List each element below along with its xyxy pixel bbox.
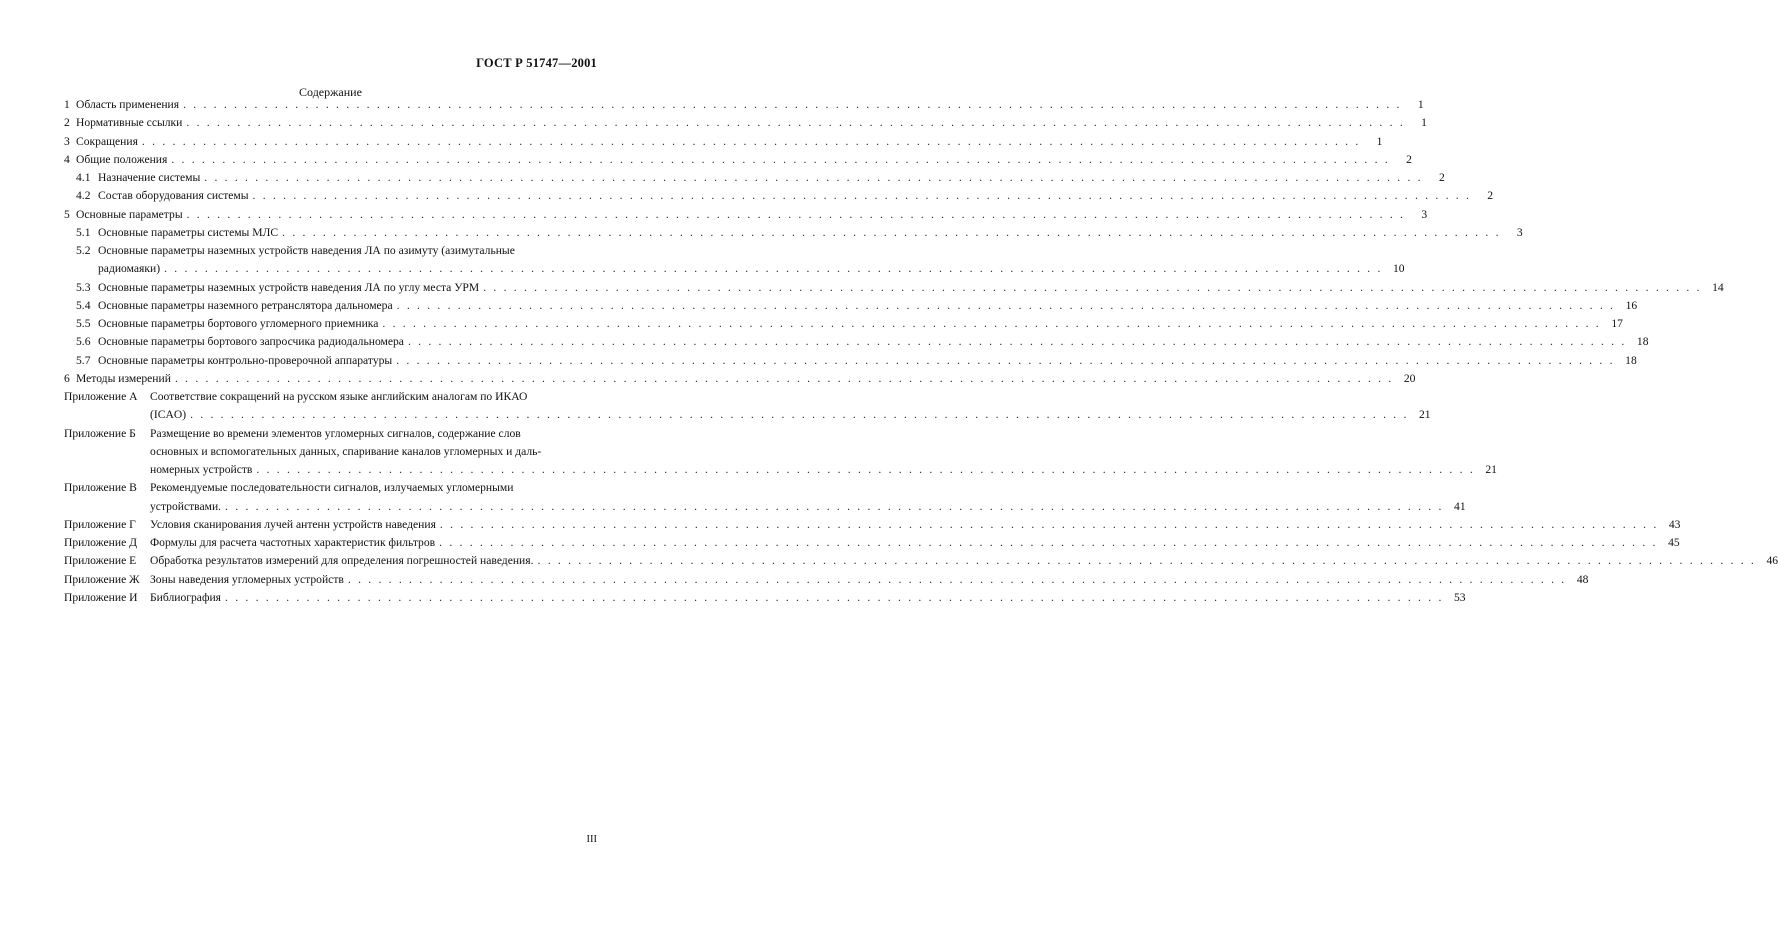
toc-number: 1	[64, 98, 70, 111]
toc-leader-dots: . . . . . . . . . . . . . . . . . . . . . . . . . . . . . . . . . . . . . . . . . . . . . . . . . . . . . . . . . . . . . . . . . . . . . . . . . . . . . . . . . . . . . . . . . . . . . . . . . . . . . . . . . . . . . . . . . . . . . . . .	[186, 116, 1405, 130]
toc-number: Приложение Г	[64, 517, 136, 531]
toc-label: Формулы для расчета частотных характеристик фильтров	[150, 536, 436, 549]
toc-page-number: 18	[1636, 335, 1649, 349]
toc-page-number: 1	[1376, 134, 1383, 148]
toc-page-number: 53	[1453, 590, 1466, 604]
toc-number: 5.5	[76, 317, 91, 330]
toc-entry[interactable]	[64, 554, 1778, 572]
toc-entry[interactable]	[64, 317, 1623, 335]
toc-label: основных и вспомогательных данных, спаривание каналов угломерных и даль-	[150, 444, 542, 458]
toc-page-number: 46	[1766, 554, 1778, 568]
toc-label: (ICAO)	[150, 408, 187, 422]
toc-leader-dots: . . . . . . . . . . . . . . . . . . . . . . . . . . . . . . . . . . . . . . . . . . . . . . . . . . . . . . . . . . . . . . . . . . . . . . . . . . . . . . . . . . . . . . . . . . . . . . . . . . . . . . . . . . . . . . . . . . . . . . . .	[347, 572, 1567, 586]
toc-entry[interactable]	[64, 171, 1445, 189]
toc-number: Приложение А	[64, 390, 138, 403]
toc-entry[interactable]	[64, 298, 1638, 317]
toc-label: Основные параметры наземных устройств наведения ЛА по азимуту (азимутальные	[98, 244, 515, 257]
toc-label: Библиография	[150, 590, 222, 604]
toc-entry[interactable]	[64, 517, 1681, 536]
toc-page-number: 48	[1576, 572, 1589, 586]
toc-number: Приложение В	[64, 481, 137, 495]
toc-number: Приложение И	[64, 590, 138, 604]
toc-number: 5.2	[76, 244, 91, 257]
toc-label: Основные параметры наземного ретранслятора дальномера	[98, 298, 393, 312]
toc-entry[interactable]	[64, 225, 1523, 244]
toc-entry[interactable]	[64, 335, 1649, 353]
toc-page-number: 43	[1668, 517, 1681, 531]
toc-entry[interactable]	[64, 116, 1427, 134]
toc-page-number: 21	[1419, 408, 1431, 422]
toc-page-number: 14	[1712, 280, 1724, 294]
toc-page-number: 10	[1393, 262, 1405, 276]
toc-leader-dots: . . . . . . . . . . . . . . . . . . . . . . . . . . . . . . . . . . . . . . . . . . . . . . . . . . . . . . . . . . . . . . . . . . . . . . . . . . . . . . . . . . . . . . . . . . . . . . . . . . . . . . . . . . . . . . . . . . . . . . . .	[483, 280, 1702, 294]
toc-leader-dots: . . . . . . . . . . . . . . . . . . . . . . . . . . . . . . . . . . . . . . . . . . . . . . . . . . . . . . . . . . . . . . . . . . . . . . . . . . . . . . . . . . . . . . . . . . . . . . . . . . . . . . . . . . . . . . . . . . . . . . . .	[204, 171, 1423, 184]
toc-entry[interactable]	[64, 390, 1431, 427]
toc-leader-dots: . . . . . . . . . . . . . . . . . . . . . . . . . . . . . . . . . . . . . . . . . . . . . . . . . . . . . . . . . . . . . . . . . . . . . . . . . . . . . . . . . . . . . . . . . . . . . . . . . . . . . . . . . . . . . . . . . . . . . . . .	[252, 189, 1472, 203]
toc-number: 3	[64, 134, 70, 148]
page-title: Содержание	[299, 85, 362, 99]
toc-label: Основные параметры контрольно-проверочной аппаратуры	[98, 353, 393, 367]
toc-number: 2	[64, 116, 70, 130]
toc-number: 4.2	[76, 189, 91, 203]
toc-number: 4.1	[76, 171, 91, 184]
toc-entry[interactable]	[64, 481, 1466, 518]
toc-number: 5.3	[76, 280, 91, 294]
toc-entry[interactable]	[64, 280, 1724, 299]
toc-leader-dots: . . . . . . . . . . . . . . . . . . . . . . . . . . . . . . . . . . . . . . . . . . . . . . . . . . . . . . . . . . . . . . . . . . . . . . . . . . . . . . . . . . . . . . . . . . . . . . . . . . . . . . . . . . . . . . . . . . . . . . . .	[190, 408, 1409, 422]
toc-entry[interactable]	[64, 207, 1428, 226]
toc-leader-dots: . . . . . . . . . . . . . . . . . . . . . . . . . . . . . . . . . . . . . . . . . . . . . . . . . . . . . . . . . . . . . . . . . . . . . . . . . . . . . . . . . . . . . . . . . . . . . . . . . . . . . . . . . . . . . . . . . . . . . . . .	[183, 98, 1402, 111]
toc-leader-dots: . . . . . . . . . . . . . . . . . . . . . . . . . . . . . . . . . . . . . . . . . . . . . . . . . . . . . . . . . . . . . . . . . . . . . . . . . . . . . . . . . . . . . . . . . . . . . . . . . . . . . . . . . . . . . . . . . . . . . . . .	[282, 225, 1501, 239]
toc-page-number: 45	[1668, 536, 1680, 549]
toc-label: Основные параметры бортового угломерного приемника	[98, 317, 379, 330]
toc-label: Нормативные ссылки	[76, 116, 183, 130]
toc-label: Основные параметры системы МЛС	[98, 225, 279, 239]
toc-leader-dots: . . . . . . . . . . . . . . . . . . . . . . . . . . . . . . . . . . . . . . . . . . . . . . . . . . . . . . . . . . . . . . . . . . . . . . . . . . . . . . . . . . . . . . . . . . . . . . . . . . . . . . . . . . . . . . . . . . . . . . . .	[439, 517, 1659, 531]
toc-entry[interactable]	[64, 134, 1383, 153]
toc-label: Обработка результатов измерений для определения погрешностей наведения.	[150, 554, 534, 568]
toc-number: 5.1	[76, 225, 91, 239]
toc-leader-dots: . . . . . . . . . . . . . . . . . . . . . . . . . . . . . . . . . . . . . . . . . . . . . . . . . . . . . . . . . . . . . . . . . . . . . . . . . . . . . . . . . . . . . . . . . . . . . . . . . . . . . . . . . . . . . . . . . . . . . . . .	[174, 371, 1394, 385]
toc-number: Приложение Ж	[64, 572, 140, 586]
toc-label: устройствами.	[150, 499, 222, 513]
toc-label: Основные параметры	[76, 207, 183, 221]
toc-label: Состав оборудования системы	[98, 189, 249, 203]
toc-entry[interactable]	[64, 353, 1637, 372]
toc-entry[interactable]	[64, 244, 1405, 281]
toc-entry[interactable]	[64, 371, 1416, 390]
toc-number: 4	[64, 152, 70, 166]
toc-leader-dots: . . . . . . . . . . . . . . . . . . . . . . . . . . . . . . . . . . . . . . . . . . . . . . . . . . . . . . . . . . . . . . . . . . . . . . . . . . . . . . . . . . . . . . . . . . . . . . . . . . . . . . . . . . . . . . . . . . . . . . . .	[141, 134, 1361, 148]
toc-leader-dots: . . . . . . . . . . . . . . . . . . . . . . . . . . . . . . . . . . . . . . . . . . . . . . . . . . . . . . . . . . . . . . . . . . . . . . . . . . . . . . . . . . . . . . . . . . . . . . . . . . . . . . . . . . . . . . . . . . . . . . . .	[225, 590, 1444, 604]
toc-entry[interactable]	[64, 152, 1412, 171]
toc-leader-dots: . . . . . . . . . . . . . . . . . . . . . . . . . . . . . . . . . . . . . . . . . . . . . . . . . . . . . . . . . . . . . . . . . . . . . . . . . . . . . . . . . . . . . . . . . . . . . . . . . . . . . . . . . . . . . . . . . . . . . . . .	[537, 554, 1757, 568]
toc-number: 5.4	[76, 298, 91, 312]
toc-label: Область применения	[76, 98, 180, 111]
toc-entry[interactable]	[64, 536, 1680, 554]
toc-page-number: 2	[1487, 189, 1494, 203]
toc-label: Назначение системы	[98, 171, 201, 184]
toc-label: Основные параметры бортового запросчика радиодальномера	[98, 335, 404, 349]
toc-leader-dots: . . . . . . . . . . . . . . . . . . . . . . . . . . . . . . . . . . . . . . . . . . . . . . . . . . . . . . . . . . . . . . . . . . . . . . . . . . . . . . . . . . . . . . . . . . . . . . . . . . . . . . . . . . . . . . . . . . . . . . . .	[382, 317, 1601, 330]
toc-label: Зоны наведения угломерных устройств	[150, 572, 344, 586]
toc-number: 5	[64, 207, 70, 221]
toc-leader-dots: . . . . . . . . . . . . . . . . . . . . . . . . . . . . . . . . . . . . . . . . . . . . . . . . . . . . . . . . . . . . . . . . . . . . . . . . . . . . . . . . . . . . . . . . . . . . . . . . . . . . . . . . . . . . . . . . . . . . . . . .	[186, 207, 1406, 221]
toc-entry[interactable]	[64, 189, 1494, 207]
page-number: III	[586, 834, 597, 845]
toc-label: Размещение во времени элементов угломерных сигналов, содержание слов	[150, 426, 521, 440]
toc-leader-dots: . . . . . . . . . . . . . . . . . . . . . . . . . . . . . . . . . . . . . . . . . . . . . . . . . . . . . . . . . . . . . . . . . . . . . . . . . . . . . . . . . . . . . . . . . . . . . . . . . . . . . . . . . . . . . . . . . . . . . . . .	[439, 536, 1658, 549]
toc-number: Приложение Д	[64, 536, 138, 549]
toc-leader-dots: . . . . . . . . . . . . . . . . . . . . . . . . . . . . . . . . . . . . . . . . . . . . . . . . . . . . . . . . . . . . . . . . . . . . . . . . . . . . . . . . . . . . . . . . . . . . . . . . . . . . . . . . . . . . . . . . . . . . . . . .	[164, 262, 1383, 276]
toc-label: Соответствие сокращений на русском языке английским аналогам по ИКАО	[150, 390, 528, 403]
toc-entry[interactable]	[64, 590, 1466, 609]
toc-label: Условия сканирования лучей антенн устройств наведения	[150, 517, 436, 531]
toc-page-number: 3	[1421, 207, 1428, 221]
toc-number: 5.6	[76, 335, 91, 349]
toc-leader-dots: . . . . . . . . . . . . . . . . . . . . . . . . . . . . . . . . . . . . . . . . . . . . . . . . . . . . . . . . . . . . . . . . . . . . . . . . . . . . . . . . . . . . . . . . . . . . . . . . . . . . . . . . . . . . . . . . . . . . . . . .	[396, 353, 1615, 367]
table-of-contents	[64, 98, 1778, 609]
toc-entry[interactable]	[64, 98, 1424, 116]
toc-page-number: 1	[1417, 98, 1424, 111]
toc-label: Рекомендуемые последовательности сигналов, излучаемых угломерными	[150, 481, 514, 495]
toc-label: Методы измерений	[76, 371, 171, 385]
toc-page-number: 2	[1406, 152, 1412, 166]
toc-label: Общие положения	[76, 152, 168, 166]
toc-page-number: 3	[1516, 225, 1523, 239]
toc-page-number: 1	[1421, 116, 1427, 130]
toc-page-number: 2	[1438, 171, 1445, 184]
toc-page-number: 21	[1485, 463, 1497, 476]
document-code: ГОСТ Р 51747—2001	[476, 56, 597, 70]
toc-number: 5.7	[76, 353, 91, 367]
toc-label: номерных устройств	[150, 463, 253, 476]
toc-page-number: 18	[1625, 353, 1637, 367]
toc-label: радиомаяки)	[98, 262, 161, 276]
toc-page-number: 17	[1611, 317, 1623, 330]
toc-label: Основные параметры наземных устройств наведения ЛА по углу места УРМ	[98, 280, 480, 294]
toc-number: Приложение Е	[64, 554, 137, 568]
toc-entry[interactable]	[64, 426, 1497, 482]
toc-page-number: 41	[1454, 499, 1466, 513]
toc-leader-dots: . . . . . . . . . . . . . . . . . . . . . . . . . . . . . . . . . . . . . . . . . . . . . . . . . . . . . . . . . . . . . . . . . . . . . . . . . . . . . . . . . . . . . . . . . . . . . . . . . . . . . . . . . . . . . . . . . . . . . . . .	[407, 335, 1627, 349]
toc-label: Сокращения	[76, 134, 138, 148]
toc-leader-dots: . . . . . . . . . . . . . . . . . . . . . . . . . . . . . . . . . . . . . . . . . . . . . . . . . . . . . . . . . . . . . . . . . . . . . . . . . . . . . . . . . . . . . . . . . . . . . . . . . . . . . . . . . . . . . . . . . . . . . . . .	[225, 499, 1444, 513]
toc-number: Приложение Б	[64, 426, 136, 440]
toc-leader-dots: . . . . . . . . . . . . . . . . . . . . . . . . . . . . . . . . . . . . . . . . . . . . . . . . . . . . . . . . . . . . . . . . . . . . . . . . . . . . . . . . . . . . . . . . . . . . . . . . . . . . . . . . . . . . . . . . . . . . . . . .	[171, 152, 1390, 166]
toc-page-number: 20	[1403, 371, 1416, 385]
toc-number: 6	[64, 371, 70, 385]
toc-leader-dots: . . . . . . . . . . . . . . . . . . . . . . . . . . . . . . . . . . . . . . . . . . . . . . . . . . . . . . . . . . . . . . . . . . . . . . . . . . . . . . . . . . . . . . . . . . . . . . . . . . . . . . . . . . . . . . . . . . . . . . . .	[396, 298, 1616, 312]
toc-leader-dots: . . . . . . . . . . . . . . . . . . . . . . . . . . . . . . . . . . . . . . . . . . . . . . . . . . . . . . . . . . . . . . . . . . . . . . . . . . . . . . . . . . . . . . . . . . . . . . . . . . . . . . . . . . . . . . . . . . . . . . . .	[256, 463, 1475, 476]
toc-page-number: 16	[1625, 298, 1638, 312]
toc-entry[interactable]	[64, 572, 1589, 591]
